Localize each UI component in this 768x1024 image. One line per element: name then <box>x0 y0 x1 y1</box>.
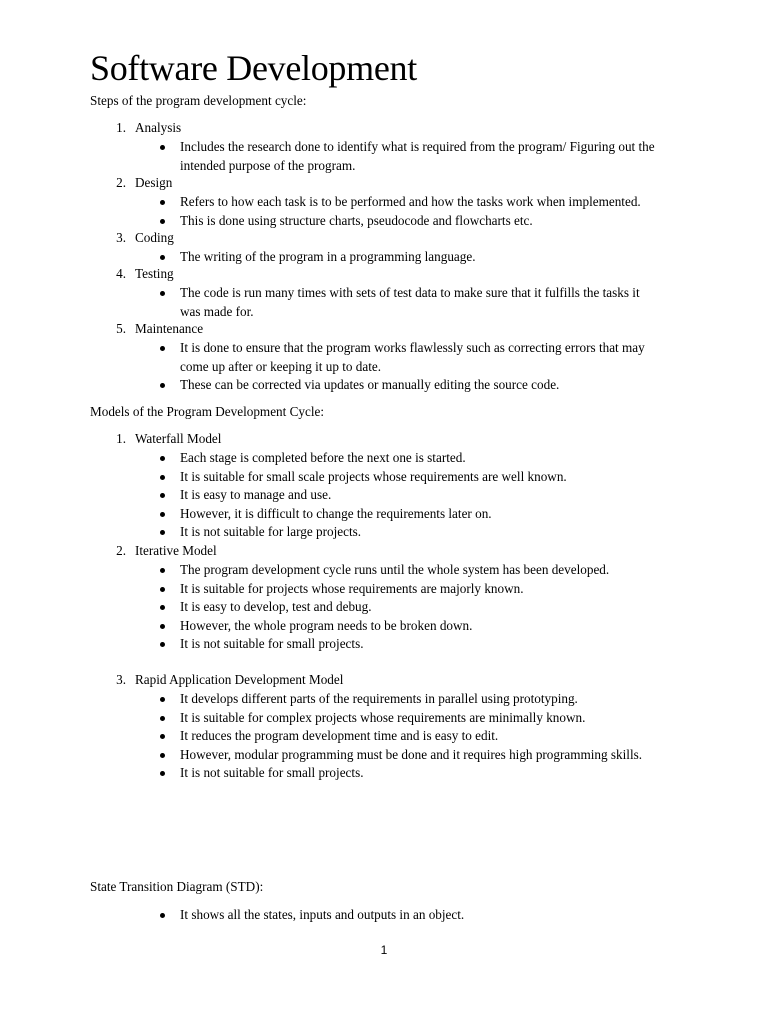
bullet-text: It is not suitable for large projects. <box>180 524 362 539</box>
bullet-text: It develops different parts of the requirements in parallel using prototyping. <box>180 691 578 706</box>
bullet-text: It is easy to manage and use. <box>180 487 332 502</box>
bullet-icon <box>160 568 165 573</box>
list-number: 5. <box>116 321 126 336</box>
bullet-text: Includes the research done to identify what is required from the program/ Figuring out the <box>180 139 655 154</box>
list-number: 2. <box>116 543 126 558</box>
steps-intro: Steps of the program development cycle: <box>90 93 307 108</box>
bullet-text: It is not suitable for small projects. <box>180 765 364 780</box>
list-item-label: Iterative Model <box>135 543 217 558</box>
page-number: 1 <box>380 943 388 957</box>
bullet-icon <box>160 145 165 150</box>
bullet-text: Refers to how each task is to be performed and how the tasks work when implemented. <box>180 194 641 209</box>
bullet-icon <box>160 200 165 205</box>
bullet-text: It is easy to develop, test and debug. <box>180 599 372 614</box>
bullet-icon <box>160 475 165 480</box>
bullet-icon <box>160 456 165 461</box>
bullet-text: was made for. <box>180 303 254 319</box>
bullet-text: The code is run many times with sets of test data to make sure that it fulfills the tasks it <box>180 285 640 300</box>
list-item-label: Waterfall Model <box>135 431 222 446</box>
list-number: 1. <box>116 431 126 446</box>
list-item-label: Design <box>135 175 173 190</box>
bullet-text: intended purpose of the program. <box>180 157 356 173</box>
bullet-icon <box>160 219 165 224</box>
list-number: 3. <box>116 230 126 245</box>
bullet-icon <box>160 291 165 296</box>
bullet-text: It is suitable for projects whose requirements are majorly known. <box>180 580 524 596</box>
list-item-label: Analysis <box>135 120 182 135</box>
list-item-label: Rapid Application Development Model <box>135 672 344 687</box>
bullet-text: However, the whole program needs to be broken down. <box>180 617 473 633</box>
bullet-icon <box>160 913 165 918</box>
bullet-icon <box>160 530 165 535</box>
bullet-text: However, modular programming must be done and it requires high programming skills. <box>180 746 643 762</box>
bullet-text: It is done to ensure that the program works flawlessly such as correcting errors that may <box>180 340 645 355</box>
bullet-text: It is not suitable for small projects. <box>180 636 364 651</box>
bullet-text: It shows all the states, inputs and outputs in an object. <box>180 907 465 922</box>
bullet-icon <box>160 493 165 498</box>
bullet-text: These can be corrected via updates or manually editing the source code. <box>180 377 560 392</box>
list-item-label: Maintenance <box>135 321 204 336</box>
list-number: 4. <box>116 266 126 281</box>
bullet-icon <box>160 605 165 610</box>
bullet-icon <box>160 771 165 776</box>
list-number: 1. <box>116 120 126 135</box>
bullet-icon <box>160 624 165 629</box>
bullet-icon <box>160 383 165 388</box>
bullet-icon <box>160 346 165 351</box>
list-item-label: Testing <box>135 266 174 281</box>
bullet-text: come up after or keeping it up to date. <box>180 358 382 374</box>
bullet-icon <box>160 642 165 647</box>
list-number: 3. <box>116 672 126 687</box>
models-intro: Models of the Program Development Cycle: <box>90 404 325 419</box>
bullet-text: It is suitable for small scale projects whose requirements are well known. <box>180 468 567 484</box>
bullet-text: It is suitable for complex projects whose requirements are minimally known. <box>180 709 586 725</box>
bullet-text: The writing of the program in a programming language. <box>180 249 476 264</box>
document-title: Software Development <box>90 48 417 88</box>
bullet-text: However, it is difficult to change the requirements later on. <box>180 505 492 521</box>
list-number: 2. <box>116 175 126 190</box>
bullet-icon <box>160 255 165 260</box>
bullet-text: It reduces the program development time and is easy to edit. <box>180 728 499 743</box>
bullet-icon <box>160 753 165 758</box>
bullet-text: The program development cycle runs until the whole system has been developed. <box>180 562 610 577</box>
bullet-icon <box>160 697 165 702</box>
std-heading: State Transition Diagram (STD): <box>90 879 264 894</box>
bullet-icon <box>160 716 165 721</box>
bullet-text: This is done using structure charts, pseudocode and flowcharts etc. <box>180 212 533 228</box>
bullet-icon <box>160 512 165 517</box>
list-item-label: Coding <box>135 230 174 245</box>
bullet-text: Each stage is completed before the next one is started. <box>180 450 466 465</box>
bullet-icon <box>160 734 165 739</box>
bullet-icon <box>160 587 165 592</box>
